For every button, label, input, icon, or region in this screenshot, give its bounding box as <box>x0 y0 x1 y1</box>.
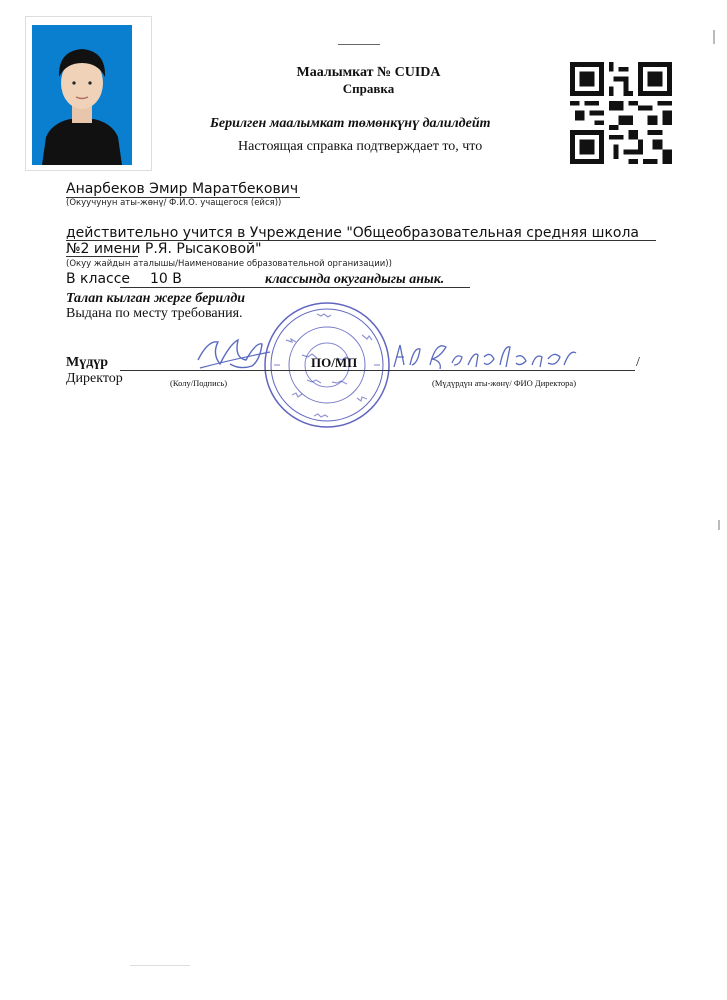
document-title: Маалымкат № CUIDA <box>296 65 441 80</box>
study-underline <box>66 240 656 241</box>
director-label-ky: Мүдүр <box>66 355 109 370</box>
scan-artifact <box>718 520 720 530</box>
confirmation-ru: Настоящая справка подтверждает то, что <box>238 139 483 154</box>
scan-artifact <box>130 965 190 966</box>
signature-caption: (Колу/Подпись) <box>170 378 228 388</box>
signature-line <box>120 370 635 371</box>
confirmation-ky: Берилген маалымкат төмөнкүнү далилдейт <box>210 116 491 131</box>
document-subtitle: Справка <box>342 81 395 96</box>
grade-label: В классе <box>66 271 131 287</box>
student-name-caption: (Окуучунун аты-жөнү/ Ф.И.О. учащегося (ейся)) <box>66 198 282 208</box>
director-signature <box>190 330 280 380</box>
signature-slash: / <box>636 355 640 370</box>
grade-statement-ky: классында окугандыгы анык. <box>265 272 445 287</box>
director-name-caption: (Мүдүрдүн аты-жөнү/ ФИО Директора) <box>432 378 577 388</box>
director-label-ru: Директор <box>66 371 123 386</box>
director-name-handwritten <box>390 335 580 380</box>
purpose-ky: Талап кылган жерге берилди <box>66 291 246 306</box>
study-underline-2 <box>66 256 138 257</box>
scan-artifact <box>713 30 715 44</box>
student-name: Анарбеков Эмир Маратбекович <box>66 181 299 197</box>
qr-code <box>570 62 672 164</box>
organization-caption: (Окуу жайдын аталышы/Наименование образовательной организации)) <box>66 259 392 269</box>
stamp-place-label: ПО/МП <box>311 355 358 370</box>
purpose-ru: Выдана по месту требования. <box>66 306 243 321</box>
top-mark <box>338 44 380 45</box>
grade-value: 10 В <box>150 271 182 287</box>
study-statement: действительно учится в Учреждение "Общеобразовательная средняя школа №2 имени Р.Я. Рысаковой" <box>66 225 639 257</box>
